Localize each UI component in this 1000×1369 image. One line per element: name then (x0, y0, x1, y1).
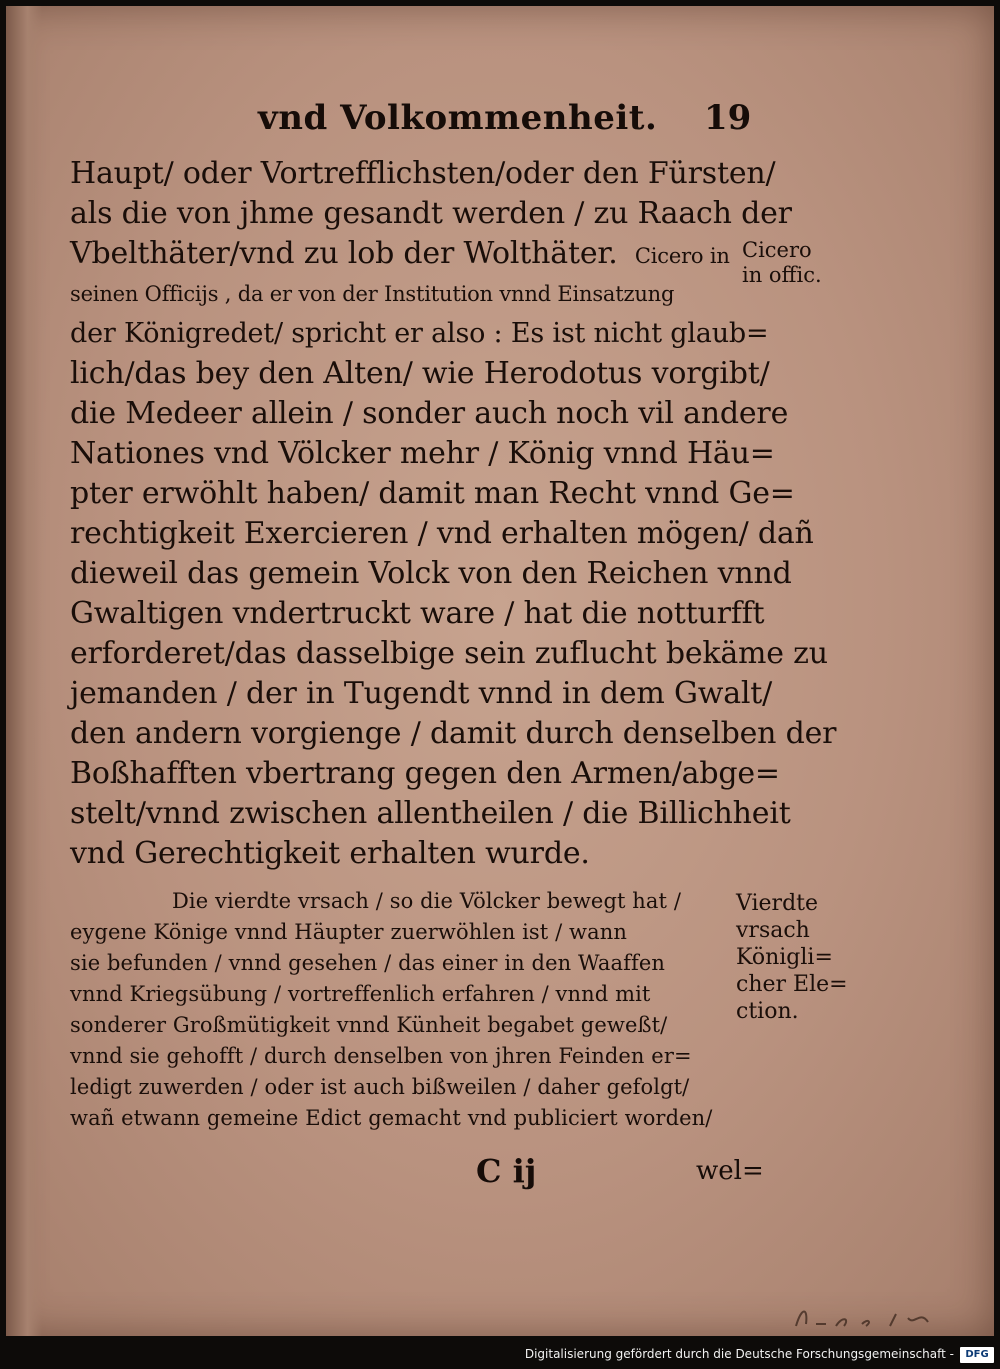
text-line: jemanden / der in Tugendt vnnd in dem Gwalt/ (70, 676, 773, 711)
text-line: seinen Officijs , da er von der Institution vnnd Einsatzung (70, 282, 675, 306)
marginal-note-vierdte-vrsach (736, 890, 848, 1025)
text-line: die Medeer allein / sonder auch noch vil andere (70, 396, 789, 431)
text-line: sie befunden / vnnd gesehen / das einer in den Waaffen (70, 951, 666, 975)
text-line: vnd Gerechtigkeit erhalten wurde. (70, 836, 590, 871)
text-line: erforderet/das dasselbige sein zuflucht bekäme zu (70, 636, 828, 671)
text-line: ledigt zuwerden / oder ist auch bißweilen / daher gefolgt/ (70, 1075, 690, 1099)
marginal-note-line: in offic. (742, 263, 822, 287)
marginal-note-line: cher Ele= (736, 972, 848, 997)
marginal-note-line: ction. (736, 999, 799, 1024)
text-line: Haupt/ oder Vortrefflichsten/oder den Fürsten/ (70, 156, 776, 191)
text-line: stelt/vnnd zwischen allentheilen / die Billichheit (70, 796, 791, 831)
text-line: Gwaltigen vndertruckt ware / hat die notturfft (70, 596, 765, 631)
paragraph-2 (70, 886, 750, 1134)
book-page (6, 6, 994, 1336)
marginal-note-line: Cicero (742, 238, 812, 262)
text-line: dieweil das gemein Volck von den Reichen vnnd (70, 556, 792, 591)
text-line: rechtigkeit Exercieren / vnd erhalten mögen/ dañ (70, 516, 814, 551)
catchword: wel= (696, 1156, 764, 1186)
text-line: der Königredet/ spricht er also : Es ist nicht glaub= (70, 318, 769, 349)
page-footer-catchwords (6, 1152, 994, 1192)
page-number: 19 (704, 98, 752, 138)
text-line: Die vierdte vrsach / so die Völcker bewegt hat / (172, 889, 682, 913)
text-line: Nationes vnd Völcker mehr / König vnnd Häu= (70, 436, 775, 471)
text-line: vnnd Kriegsübung / vortreffenlich erfahren / vnnd mit (70, 982, 651, 1006)
text-line (70, 234, 750, 274)
text-line: pter erwöhlt haben/ damit man Recht vnnd Ge= (70, 476, 795, 511)
viewer-footer (0, 1336, 1000, 1369)
inline-citation: Cicero in (634, 244, 730, 268)
marginal-note-line: Vierdte (736, 891, 819, 916)
text-line: eygene Könige vnnd Häupter zuerwöhlen ist / wann (70, 920, 628, 944)
text-line: Boßhafften vbertrang gegen den Armen/abge= (70, 756, 780, 791)
marginal-note-line: Königli= (736, 945, 833, 970)
text-line: sonderer Großmütigkeit vnnd Künheit begabet geweßt/ (70, 1013, 668, 1037)
text-line: vnnd sie gehofft / durch denselben von jhren Feinden er= (70, 1044, 692, 1068)
marginal-note-line: vrsach (736, 918, 810, 943)
text-line: den andern vorgienge / damit durch denselben der (70, 716, 837, 751)
text-line: wañ etwann gemeine Edict gemacht vnd publiciert worden/ (70, 1106, 713, 1130)
text-line: als die von jhme gesandt werden / zu Raach der (70, 196, 792, 231)
running-head: vnd Volkommenheit. (258, 98, 658, 138)
page-gutter (6, 6, 42, 1336)
text-line-content: Vbelthäter/vnd zu lob der Wolthäter. (70, 236, 618, 271)
marginal-note-cicero (742, 238, 822, 288)
scribble-mark (792, 1296, 942, 1336)
text-line: lich/das bey den Alten/ wie Herodotus vorgibt/ (70, 356, 770, 391)
signature-mark: C ij (476, 1152, 537, 1190)
page-header (6, 98, 994, 148)
dfg-logo[interactable]: DFG (960, 1347, 994, 1363)
funding-credit: Digitalisierung gefördert durch die Deutsche Forschungsgemeinschaft - (524, 1347, 954, 1361)
